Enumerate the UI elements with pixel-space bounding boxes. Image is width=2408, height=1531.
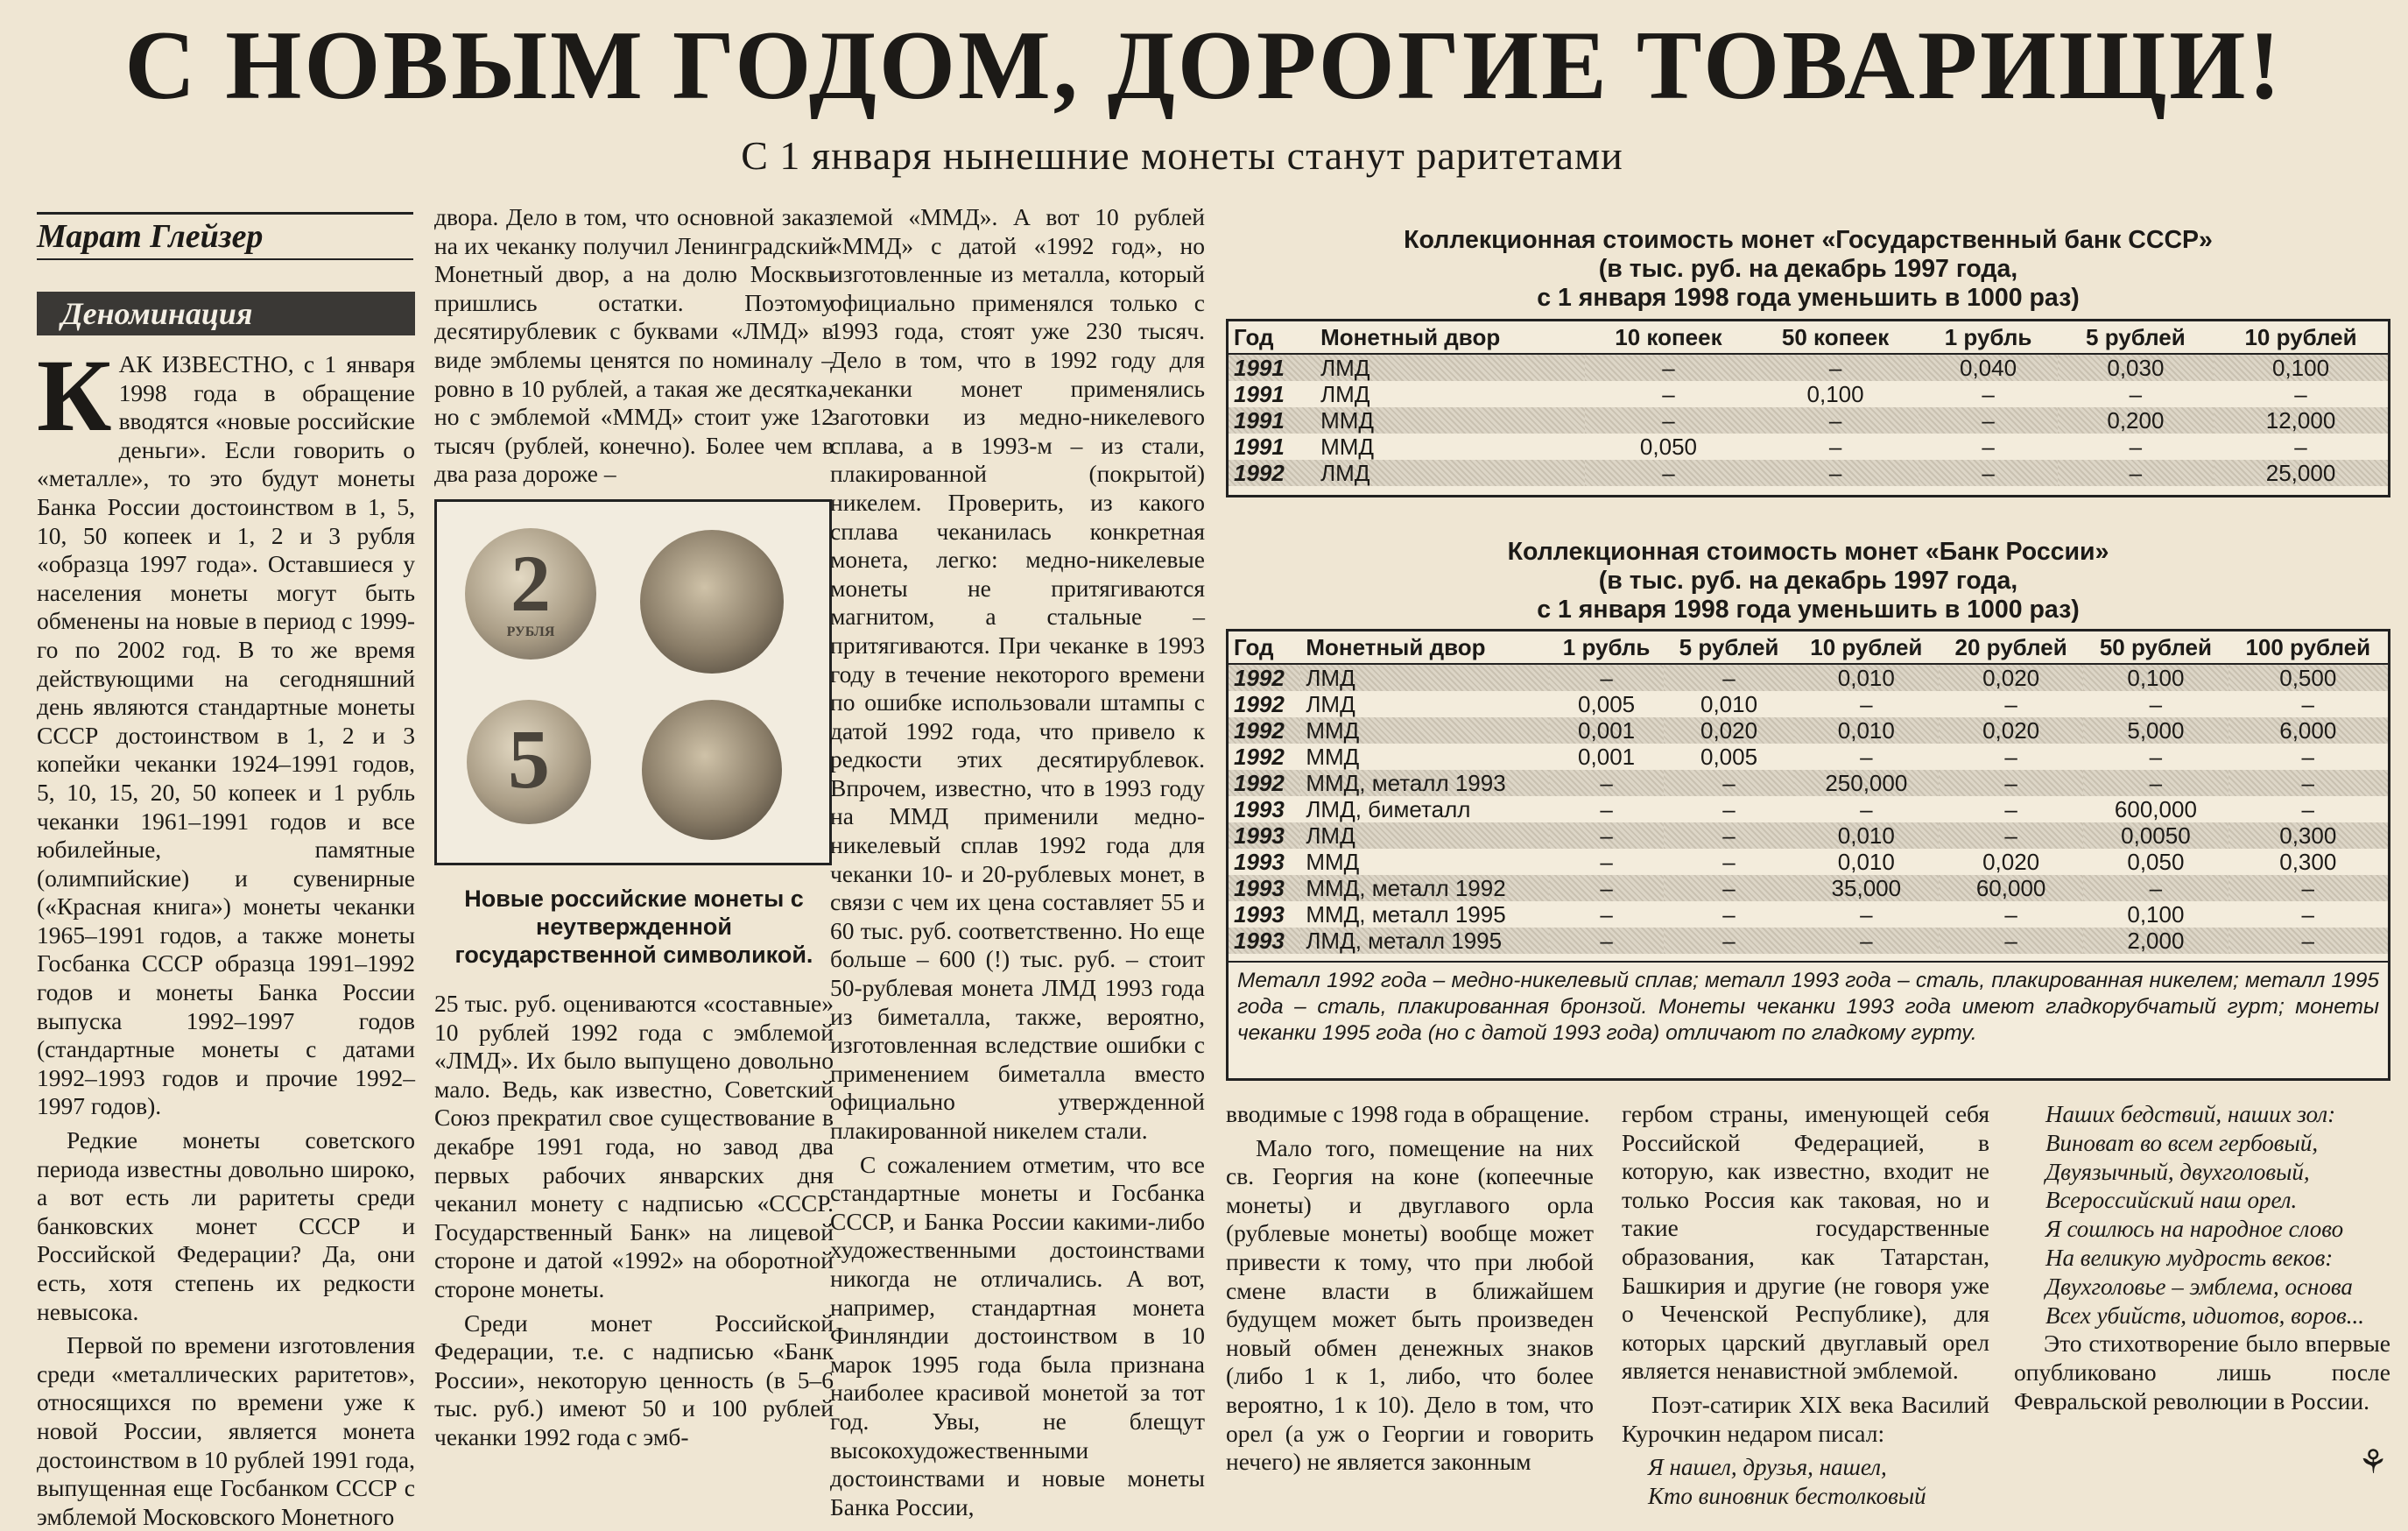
column-5	[1622, 1100, 1989, 1509]
table2-value-cell: –	[2149, 744, 2163, 770]
table2-value-cell: –	[2004, 796, 2017, 822]
table2-value-cell: –	[2301, 744, 2315, 770]
table1-header: 50 копеек	[1752, 321, 1919, 354]
table2-row	[1229, 928, 2388, 954]
table2-year-cell: 1993	[1229, 822, 1300, 849]
table1-title-line3: с 1 января 1998 года уменьшить в 1000 раз)	[1537, 284, 2080, 312]
rubric-label: Деноминация	[37, 292, 415, 335]
table2-value-cell: –	[1860, 901, 1873, 928]
table2-year-cell: 1992	[1234, 744, 1285, 770]
table1-value-cell: 12,000	[2214, 407, 2388, 434]
table2-value-cell: 0,020	[1664, 717, 1793, 744]
table2-value-cell: 0,010	[1700, 691, 1758, 717]
table1-year-cell: 1991	[1234, 434, 1285, 460]
poem-line: Виноват во всем гербовый,	[2045, 1129, 2319, 1156]
col1-paragraph-1: АК ИЗВЕСТНО, с 1 января 1998 года в обращение вводятся «новые российские деньги». Если говорить о «металле», то это будут монеты Банка России достоинством в 1, 5, 10, 50 копеек и 1, 2 и 3 рубля «образца 1997 года». Оставшиеся у населения монеты могут быть обменены на новые в период с 1999-го по 2002 год. В то же время действующими на сегодняшний день являются стандартные монеты СССР достоинством в 1, 2 и 3 копейки чеканки 1924–1991 годов, 5, 10, 15, 20, 50 копеек и 1 рубль чеканки 1961–1991 годов и все юбилейные, памятные (олимпийские) и сувенирные («Красная книга») монеты чеканки 1965–1991 годов, а также монеты Госбанка СССР образца 1991–1992 годов и монеты Банка России выпуска 1992–1997 годов (стандартные монеты с датами 1992–1993 годов и прочие 1992–1997 годов).	[37, 350, 415, 1120]
poem-line: Я сошлюсь на народное слово	[2045, 1216, 2344, 1243]
table2-value-cell: –	[2228, 928, 2388, 954]
table1-box	[1226, 319, 2390, 497]
table2-mint-cell: ММД	[1300, 717, 1548, 744]
table2-title-line2: (в тыс. руб. на декабрь 1997 года,	[1598, 567, 2018, 595]
table1-value-cell: 0,040	[1919, 354, 2057, 381]
table2-value-cell: 6,000	[2228, 717, 2388, 744]
column-2-top	[434, 203, 834, 492]
headline: С НОВЫМ ГОДОМ, ДОРОГИЕ ТОВАРИЩИ!	[124, 11, 2284, 120]
table2-header-row	[1229, 631, 2388, 664]
col5-paragraph-1: гербом страны, именующей себя Российской Федерацией, в которую, как известно, входит не только Россия как таковая, но и такие государственные образования, как Татарстан, Башкирия и другие (не говоря уже о Чеченской Республике), для которых царский двуглавый орел является ненавистной эмблемой.	[1622, 1100, 1989, 1385]
table1-value-cell: –	[1585, 460, 1752, 486]
table2-row	[1229, 875, 2388, 901]
poem-line: Я нашел, друзья, нашел,	[1648, 1454, 1887, 1481]
table1-value-cell: –	[1752, 354, 1919, 381]
coin-denomination: 5	[508, 712, 550, 806]
photo-caption: Новые российские монеты с неутвержденной государственной символикой.	[454, 885, 813, 968]
coin-eagle-icon	[640, 530, 784, 674]
table1-value-cell: –	[1919, 460, 2057, 486]
col1-paragraph-2: Редкие монеты советского периода известны довольно широко, а вот есть ли раритеты среди банковских монет СССР и Российской Федерации? Да, они есть, хотя степень их редкости невысока.	[37, 1126, 415, 1325]
table1-value-cell: 0,100	[1806, 381, 1864, 407]
table2-value-cell: –	[1664, 664, 1793, 691]
table1-value-cell: –	[2294, 381, 2307, 407]
table2-row	[1229, 822, 2388, 849]
table1-value-cell: 0,200	[2058, 407, 2214, 434]
table2-value-cell: –	[1722, 901, 1736, 928]
table1-value-cell: –	[2294, 434, 2307, 460]
table2-value-cell: –	[1722, 796, 1736, 822]
table2-value-cell: –	[1549, 664, 1665, 691]
table1-value-cell: 0,030	[2058, 354, 2214, 381]
table2-year-cell: 1992	[1234, 691, 1285, 717]
table2-value-cell: –	[2301, 796, 2315, 822]
coin-5-kopeks-icon	[467, 700, 591, 824]
table2-value-cell: 0,020	[1982, 849, 2040, 875]
table2-year-cell: 1993	[1234, 796, 1285, 822]
table1-mint-cell: ММД	[1320, 434, 1375, 460]
poem-line: Двуязычный, двухголовый,	[2045, 1158, 2310, 1185]
table2	[1229, 631, 2388, 954]
table2-value-cell: –	[1600, 796, 1613, 822]
table1-header-row	[1229, 321, 2388, 354]
col4-paragraph-1: вводимые с 1998 года в обращение.	[1226, 1100, 1590, 1127]
col6-paragraph-1: Это стихотворение было впервые опубликовано лишь после Февральской революции в России.	[2014, 1330, 2390, 1415]
table1-value-cell: –	[1752, 407, 1919, 434]
table2-value-cell: –	[2228, 875, 2388, 901]
table1-year-cell: 1991	[1229, 407, 1315, 434]
table1-row	[1229, 434, 2388, 460]
col2-paragraph-3: Среди монет Российской Федерации, т.е. с надписью «Банк России», некоторую ценность (в 5–6 тыс. руб.) имеют 50 и 100 рублей чеканки 1992 года с эмб-	[434, 1309, 834, 1450]
column-1	[37, 338, 415, 1530]
table2-value-cell: –	[2083, 770, 2228, 796]
table1-header: 10 рублей	[2214, 321, 2388, 354]
table1-value-cell: –	[1828, 434, 1842, 460]
table2-header: 100 рублей	[2228, 631, 2388, 664]
table1-header: Год	[1229, 321, 1315, 354]
table2-value-cell: –	[2004, 744, 2017, 770]
table2-value-cell: –	[1664, 928, 1793, 954]
table2-value-cell: –	[1939, 770, 2083, 796]
table2-value-cell: –	[1600, 849, 1613, 875]
table1-mint-cell: ММД	[1315, 407, 1585, 434]
table2-box	[1226, 629, 2390, 1081]
poem-line: Наших бедствий, наших зол:	[2045, 1101, 2336, 1127]
table2-header: Год	[1229, 631, 1300, 664]
table2-value-cell: 0,010	[1794, 664, 1939, 691]
column-4	[1226, 1100, 1594, 1485]
table2-header: 10 рублей	[1794, 631, 1939, 664]
table2-value-cell: –	[1794, 928, 1939, 954]
table2-row	[1229, 901, 2388, 928]
table1-value-cell: 25,000	[2214, 460, 2388, 486]
table2-value-cell: 0,001	[1549, 717, 1665, 744]
table1-row	[1229, 381, 2388, 407]
table1-header: 5 рублей	[2058, 321, 2214, 354]
table2-header: 1 рубль	[1549, 631, 1665, 664]
table2-value-cell: 2,000	[2083, 928, 2228, 954]
table2-header: 5 рублей	[1664, 631, 1793, 664]
table2-value-cell: –	[1549, 770, 1665, 796]
table2-value-cell: –	[1664, 770, 1793, 796]
table2-value-cell: –	[2301, 691, 2315, 717]
table1-value-cell: –	[1585, 407, 1752, 434]
table2-value-cell: 0,005	[1700, 744, 1758, 770]
table2-value-cell: –	[1664, 822, 1793, 849]
column-2-bottom	[434, 990, 834, 1485]
table2-row	[1229, 796, 2388, 822]
table2-mint-cell: ММД	[1306, 849, 1360, 875]
table2-value-cell: 0,020	[1939, 717, 2083, 744]
table2-value-cell: –	[1664, 875, 1793, 901]
table2-value-cell: 0,500	[2228, 664, 2388, 691]
table2-row	[1229, 770, 2388, 796]
table2-value-cell: –	[2004, 901, 2017, 928]
coin-2-rubles-icon	[465, 528, 596, 660]
table2-mint-cell: ЛМД, биметалл	[1306, 796, 1471, 822]
poem-line: На великую мудрость веков:	[2045, 1244, 2334, 1271]
table2-mint-cell: ММД, металл 1992	[1300, 875, 1548, 901]
table2-value-cell: –	[1939, 822, 2083, 849]
table2-row	[1229, 717, 2388, 744]
table1-year-cell: 1991	[1229, 354, 1315, 381]
table2-value-cell: 0,001	[1578, 744, 1636, 770]
table2-value-cell: –	[1549, 822, 1665, 849]
table1-value-cell: –	[1982, 434, 1995, 460]
table2-divider	[1229, 961, 2388, 963]
poem-line: Кто виновник бестолковый	[1648, 1482, 1926, 1509]
table2-row	[1229, 664, 2388, 691]
table2-mint-cell: ЛМД	[1306, 691, 1355, 717]
coins-photo	[434, 499, 832, 865]
table2-row	[1229, 691, 2388, 717]
table2-value-cell: 60,000	[1939, 875, 2083, 901]
table1-value-cell: –	[2129, 381, 2143, 407]
col3-paragraph-1: лемой «ММД». А вот 10 рублей «ММД» с датой «1992 год», но изготовленные из металла, который официально применялся только с 1993 года, стоят уже 230 тысяч. Дело в том, что в 1992 году для чеканки монет применялись заготовки из медно-никелевого сплава, а в 1993-м – из стали, плакированной (покрытой) никелем. Проверить, из какого сплава чеканилась конкретная монета, легко: медно-никелевые монеты не притягиваются магнитом, а стальные – притягиваются. При чеканке в 1993 году в течение некоторого времени по ошибке использовали штампы с датой 1992 года, что привело к редкости этих десятирублевок. Впрочем, известно, что в 1993 году на ММД применили медно-никелевый сплав 1992 года для чеканки 10- и 20-рублевых монет, в связи с чем их цена составляет 55 и 60 тыс. руб. соответственно. Но еще больше – 600 (!) тыс. руб. – стоит 50-рублевая монета ЛМД 1993 года из биметалла, также, вероятно, изготовленная вследствие ошибки с применением биметалла вместо официально утвержденной плакированной никелем стали.	[830, 203, 1205, 1144]
table2-value-cell: 35,000	[1794, 875, 1939, 901]
table2-value-cell: 0,300	[2228, 822, 2388, 849]
table2-year-cell: 1992	[1229, 770, 1300, 796]
col5-paragraph-2: Поэт-сатирик XIX века Василий Курочкин недаром писал:	[1622, 1390, 1989, 1447]
col3-paragraph-2: С сожалением отметим, что все стандартные монеты и Госбанка СССР, и Банка России какими-либо художественными достоинствами никогда не отличались. А вот, например, стандартная монета Финляндии достоинством в 10 марок 1995 года была признана наиболее красивой монетой за тот год. Увы, не блещут высокохудожественными достоинствами и новые монеты Банка России,	[830, 1150, 1205, 1520]
table2-value-cell: –	[1860, 796, 1873, 822]
table2-value-cell: 0,100	[2083, 664, 2228, 691]
table2-year-cell: 1993	[1229, 875, 1300, 901]
table2-value-cell: 0,005	[1578, 691, 1636, 717]
table1-title	[1226, 226, 2390, 313]
table2-value-cell: –	[1549, 875, 1665, 901]
table2-value-cell: 0,050	[2127, 849, 2185, 875]
newspaper-logo-icon: ⚘	[2357, 1444, 2389, 1481]
table2-value-cell: –	[2228, 770, 2388, 796]
table2-title	[1226, 538, 2390, 624]
poem-line: Двухголовье – эмблема, основа	[2045, 1273, 2353, 1300]
table2-value-cell: –	[1939, 928, 2083, 954]
table2-mint-cell: ММД, металл 1995	[1306, 901, 1506, 928]
table2-value-cell: 0,010	[1794, 822, 1939, 849]
table2-value-cell: –	[1860, 744, 1873, 770]
table2-mint-cell: ЛМД	[1300, 664, 1548, 691]
table1-mint-cell: ЛМД	[1315, 460, 1585, 486]
table2-value-cell: 0,0050	[2083, 822, 2228, 849]
table2-mint-cell: ММД	[1306, 744, 1360, 770]
table1-value-cell: 0,100	[2214, 354, 2388, 381]
table1-header: 1 рубль	[1919, 321, 2057, 354]
table1-title-line2: (в тыс. руб. на декабрь 1997 года,	[1598, 255, 2018, 283]
table1-title-line1: Коллекционная стоимость монет «Государственный банк СССР»	[1404, 226, 2213, 254]
table2-header: 20 рублей	[1939, 631, 2083, 664]
drop-cap: К	[37, 338, 112, 453]
table2-value-cell: 0,300	[2279, 849, 2337, 875]
table2-header: Монетный двор	[1300, 631, 1548, 664]
table2-value-cell: 250,000	[1794, 770, 1939, 796]
table1-row	[1229, 407, 2388, 434]
table2-value-cell: 0,020	[1939, 664, 2083, 691]
table1-row	[1229, 354, 2388, 381]
table2-value-cell: –	[2301, 901, 2315, 928]
col2-paragraph-1: двора. Дело в том, что основной заказ на их чеканку получил Ленинградский Монетный двор, а на долю Москвы пришлись остатки. Поэтому десятирублевик с буквами «ЛМД» в виде эмблемы ценятся по номиналу – ровно в 10 рублей, а такая же десятка, но с эмблемой «ММД» стоит уже 12 тысяч (рублей, конечно). Более чем в два раза дороже –	[434, 203, 834, 488]
table1-value-cell: –	[1919, 407, 2057, 434]
table2-value-cell: –	[2083, 875, 2228, 901]
coin-denomination-text: РУБЛЯ	[506, 624, 555, 639]
table2-value-cell: –	[2149, 691, 2163, 717]
table2-value-cell: –	[1600, 901, 1613, 928]
table1-year-cell: 1991	[1234, 381, 1285, 407]
table2-value-cell: –	[1860, 691, 1873, 717]
table1-value-cell: –	[1982, 381, 1995, 407]
col6-poem	[2014, 1100, 2390, 1330]
table1-mint-cell: ЛМД	[1320, 381, 1370, 407]
table2-row	[1229, 849, 2388, 875]
table2-row	[1229, 744, 2388, 770]
coin-saint-george-icon	[642, 700, 782, 840]
table2-value-cell: 0,010	[1794, 717, 1939, 744]
table2-year-cell: 1992	[1229, 664, 1300, 691]
table2-value-cell: –	[1722, 849, 1736, 875]
table1-year-cell: 1992	[1229, 460, 1315, 486]
table1-value-cell: –	[1662, 381, 1675, 407]
table2-mint-cell: ЛМД	[1300, 822, 1548, 849]
table2-header: 50 рублей	[2083, 631, 2228, 664]
table1-row	[1229, 460, 2388, 486]
table1-header: Монетный двор	[1315, 321, 1585, 354]
poem-line: Всероссийский наш орел.	[2045, 1187, 2298, 1214]
column-3	[830, 203, 1205, 1520]
col4-paragraph-2: Мало того, помещение на них св. Георгия на коне (копеечные монеты) и двуглавого орла (рублевые монеты) вообще может привести к тому, что при любой смене власти в ближайшем будущем может быть произведен новый обмен денежных знаков (либо 1 к 1, либо, что более вероятно, 1 к 10). Дело в том, что орел (а уж о Георгии и говорить нечего) не является законным	[1226, 1133, 1594, 1476]
col1-paragraph-3: Первой по времени изготовления среди «металлических раритетов», относящихся по времени уже к новой России, является монета достоинством в 10 рублей 1991 года, выпущенная еще Госбанком СССР с эмблемой Московского Монетного	[37, 1331, 415, 1530]
table2-value-cell: –	[2004, 691, 2017, 717]
table1-mint-cell: ЛМД	[1315, 354, 1585, 381]
table2-year-cell: 1992	[1229, 717, 1300, 744]
coin-denomination: 2	[510, 539, 551, 628]
table1	[1229, 321, 2388, 486]
table2-year-cell: 1993	[1234, 901, 1285, 928]
table2-title-line3: с 1 января 1998 года уменьшить в 1000 раз)	[1537, 596, 2080, 624]
table1-value-cell: –	[1752, 460, 1919, 486]
table2-year-cell: 1993	[1234, 849, 1285, 875]
col2-paragraph-2: 25 тыс. руб. оцениваются «составные» 10 рублей 1992 года с эмблемой «ЛМД». Их было выпущено довольно мало. Ведь, как известно, Советский Союз прекратил свое существование в декабре 1991 года, но завод два первых рабочих январских дня чеканил монету с надписью «СССР. Государственный Банк» на лицевой стороне и датой «1992» на оборотной стороне монеты.	[434, 990, 834, 1302]
poem-line: Всех убийств, идиотов, воров...	[2045, 1302, 2364, 1329]
table1-value-cell: 0,050	[1639, 434, 1697, 460]
column-6	[2014, 1100, 2390, 1450]
table1-value-cell: –	[2058, 460, 2214, 486]
table1-value-cell: –	[1585, 354, 1752, 381]
table2-value-cell: –	[1549, 928, 1665, 954]
table2-title-line1: Коллекционная стоимость монет «Банк России»	[1507, 538, 2109, 566]
table2-note: Металл 1992 года – медно-никелевый сплав; металл 1993 года – сталь, плакированная никелем; металл 1995 года – сталь, плакированная бронзой. Монеты чеканки 1993 года имеют гладкорубчатый гурт; монеты чеканки 1995 года (но с датой 1993 года) отличают по гладкому гурту.	[1237, 969, 2379, 1045]
table2-value-cell: 5,000	[2083, 717, 2228, 744]
table2-mint-cell: ММД, металл 1993	[1300, 770, 1548, 796]
table2-value-cell: 0,100	[2127, 901, 2185, 928]
table2-value-cell: 600,000	[2114, 796, 2197, 822]
table2-value-cell: 0,010	[1837, 849, 1895, 875]
table2-year-cell: 1993	[1229, 928, 1300, 954]
subheadline: С 1 января нынешние монеты станут раритетами	[741, 133, 1623, 178]
table1-value-cell: –	[2129, 434, 2143, 460]
author-name: Марат Глейзер	[37, 212, 413, 260]
table2-mint-cell: ЛМД, металл 1995	[1300, 928, 1548, 954]
table1-header: 10 копеек	[1585, 321, 1752, 354]
col5-poem	[1622, 1453, 1989, 1511]
